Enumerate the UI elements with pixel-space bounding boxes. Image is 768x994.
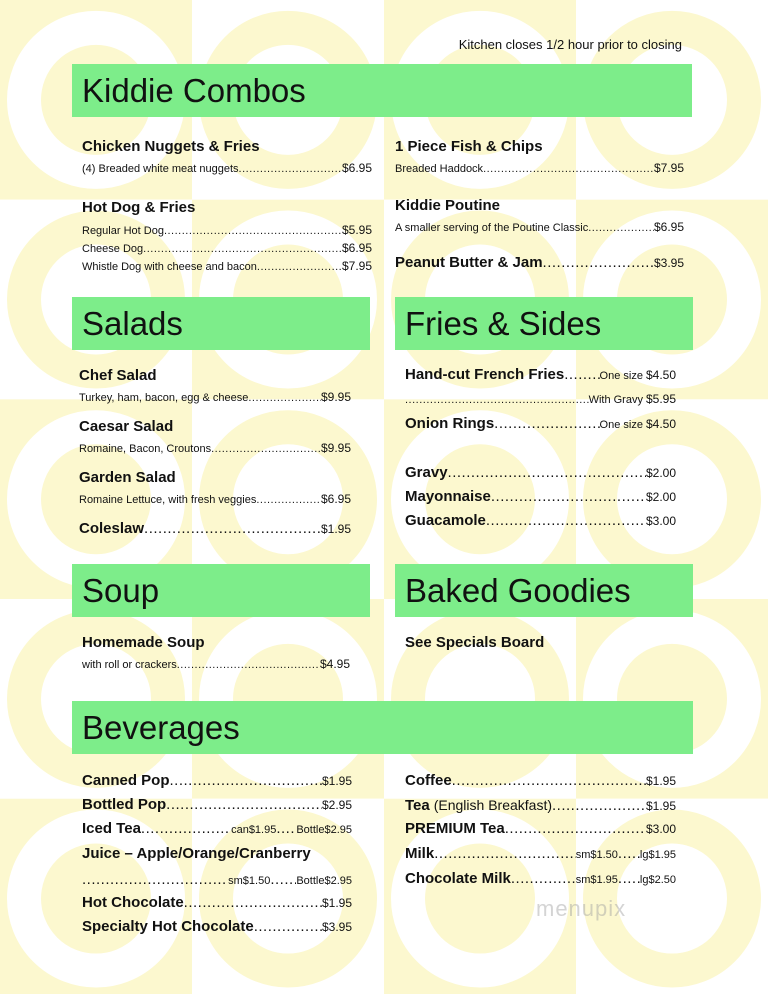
section-header-kiddie-combos: Kiddie Combos	[72, 64, 692, 117]
leader-dots	[543, 254, 654, 272]
item-name: Chicken Nuggets & Fries	[82, 138, 260, 155]
leader-dots	[276, 820, 296, 838]
leader-dots	[170, 772, 322, 790]
item-price: $2.00	[645, 490, 676, 504]
menu-item-tea	[405, 796, 676, 815]
leader-dots	[177, 657, 320, 674]
price-row	[405, 415, 676, 434]
leader-dots	[144, 520, 321, 538]
item-price: $5.95	[341, 223, 372, 237]
leader-dots	[483, 161, 654, 178]
item-price: $1.95	[645, 774, 676, 788]
menu-item-caesar-salad	[79, 418, 351, 458]
item-name: Coleslaw	[79, 520, 145, 537]
price-row	[82, 656, 350, 674]
leader-dots	[552, 797, 646, 815]
item-price: $4.50	[645, 417, 676, 431]
item-name: Peanut Butter & Jam	[395, 254, 543, 271]
leader-dots	[211, 441, 321, 458]
menu-item-bottled-pop	[82, 796, 352, 814]
price-row	[405, 845, 676, 864]
price-row	[79, 491, 351, 509]
item-name: Milk	[405, 845, 435, 862]
price-row	[82, 796, 352, 814]
menupix-watermark: menupix	[536, 896, 627, 921]
menu-item-homemade-soup	[82, 634, 350, 674]
large-price: lg$1.95	[639, 849, 676, 861]
item-price: $2.95	[321, 798, 352, 812]
price-row	[405, 772, 676, 790]
item-name: Tea	[405, 797, 430, 814]
leader-dots	[494, 415, 599, 433]
item-price: $3.95	[653, 256, 684, 270]
item-description: (4) Breaded white meat nuggets	[82, 163, 239, 175]
item-name: Mayonnaise	[405, 488, 491, 505]
item-description: with roll or crackers	[82, 659, 177, 671]
item-name: Onion Rings	[405, 415, 495, 432]
item-description: Romaine, Bacon, Croutons	[79, 443, 212, 455]
item-name: Canned Pop	[82, 772, 170, 789]
leader-dots	[184, 894, 322, 912]
price-row	[79, 440, 351, 458]
menu-item-guacamole	[405, 512, 676, 530]
leader-dots	[491, 488, 646, 506]
price-row	[405, 820, 676, 838]
item-name: Gravy	[405, 464, 448, 481]
leader-dots	[254, 918, 322, 936]
menu-item-coleslaw	[79, 520, 351, 538]
price-row	[395, 219, 684, 237]
menu-item-iced-tea	[82, 820, 352, 839]
leader-dots	[164, 223, 342, 240]
item-price: $9.95	[320, 441, 351, 455]
leader-dots	[256, 492, 321, 509]
leader-dots	[270, 871, 296, 889]
item-name: Coffee	[405, 772, 452, 789]
item-name: Homemade Soup	[82, 634, 205, 651]
price-row	[395, 160, 684, 178]
item-name: Caesar Salad	[79, 418, 174, 435]
item-price: $3.95	[321, 920, 352, 934]
price-row	[405, 366, 676, 385]
item-price: $7.95	[341, 259, 372, 273]
item-name: PREMIUM Tea	[405, 820, 505, 837]
can-price: can$1.95	[231, 824, 277, 836]
item-name: Hand-cut French Fries	[405, 366, 565, 383]
price-row	[405, 512, 676, 530]
menu-item-hot-chocolate	[82, 894, 352, 912]
item-option: Cheese Dog	[82, 243, 144, 255]
item-option: Whistle Dog with cheese and bacon	[82, 261, 257, 273]
leader-dots	[434, 845, 576, 863]
menu-item-gravy	[405, 464, 676, 482]
leader-dots	[452, 772, 646, 790]
menu-item-chicken-nuggets	[82, 138, 372, 178]
price-row	[82, 871, 352, 890]
item-description: Breaded Haddock	[395, 163, 484, 175]
menu-item-chef-salad	[79, 367, 351, 407]
item-name: Guacamole	[405, 512, 486, 529]
size-label: One size	[599, 370, 643, 382]
item-name: Chocolate Milk	[405, 870, 511, 887]
item-price: $1.95	[320, 522, 351, 536]
small-price: sm$1.50	[228, 875, 271, 887]
item-name: Kiddie Poutine	[395, 197, 500, 214]
menu-item-chocolate-milk	[405, 870, 676, 889]
item-price: $9.95	[320, 390, 351, 404]
leader-dots	[588, 220, 654, 237]
menu-item-specialty-hot-chocolate	[82, 918, 352, 936]
item-subtitle: (English Breakfast)	[433, 797, 553, 813]
item-price: $4.95	[319, 657, 350, 671]
price-row	[79, 389, 351, 407]
small-price: sm$1.95	[575, 874, 618, 886]
leader-dots	[82, 871, 228, 889]
leader-dots	[239, 161, 342, 178]
menu-item-juice	[82, 845, 352, 890]
menu-item-garden-salad	[79, 469, 351, 509]
leader-dots	[618, 870, 640, 888]
specials-board-note: See Specials Board	[405, 634, 545, 651]
price-row	[82, 222, 372, 240]
price-row	[405, 488, 676, 506]
section-header-salads: Salads	[72, 297, 370, 350]
menu-item-mayonnaise	[405, 488, 676, 506]
item-name: Chef Salad	[79, 367, 157, 384]
item-price: $2.00	[645, 466, 676, 480]
item-name: Hot Dog & Fries	[82, 199, 196, 216]
price-row	[405, 796, 676, 815]
menu-item-premium-tea	[405, 820, 676, 838]
gravy-label: With Gravy	[588, 394, 643, 406]
price-row	[405, 870, 676, 889]
item-description: Romaine Lettuce, with fresh veggies	[79, 494, 257, 506]
price-row	[82, 820, 352, 839]
item-price: $6.95	[341, 241, 372, 255]
item-price: $3.00	[645, 514, 676, 528]
item-price: $6.95	[341, 161, 372, 175]
leader-dots	[511, 870, 576, 888]
section-header-beverages: Beverages	[72, 701, 693, 754]
leader-dots	[405, 392, 589, 409]
item-name: 1 Piece Fish & Chips	[395, 138, 543, 155]
size-label: One size	[599, 419, 643, 431]
large-price: lg$2.50	[639, 874, 676, 886]
leader-dots	[486, 512, 646, 530]
item-price: $1.95	[321, 896, 352, 910]
menu-item-french-fries	[405, 366, 676, 409]
item-name: Hot Chocolate	[82, 894, 184, 911]
price-row	[82, 772, 352, 790]
item-description: A smaller serving of the Poutine Classic	[395, 222, 589, 234]
leader-dots	[448, 464, 646, 482]
price-row	[405, 464, 676, 482]
leader-dots	[505, 820, 646, 838]
item-price: $6.95	[320, 492, 351, 506]
item-name: Garden Salad	[79, 469, 176, 486]
item-price: $6.95	[653, 220, 684, 234]
price-row	[82, 894, 352, 912]
leader-dots	[564, 366, 599, 384]
price-row	[395, 254, 684, 272]
section-header-baked-goodies: Baked Goodies	[395, 564, 693, 617]
leader-dots	[248, 390, 321, 407]
price-row	[82, 258, 372, 276]
section-header-fries-sides: Fries & Sides	[395, 297, 693, 350]
kitchen-note: Kitchen closes 1/2 hour prior to closing	[458, 37, 682, 52]
item-name: Iced Tea	[82, 820, 141, 837]
price-row	[82, 240, 372, 258]
item-name: Bottled Pop	[82, 796, 167, 813]
menu-item-canned-pop	[82, 772, 352, 790]
menu-item-peanut-butter-jam	[395, 254, 684, 272]
price-row	[82, 918, 352, 936]
menu-item-onion-rings	[405, 415, 676, 434]
item-price: $1.95	[321, 774, 352, 788]
item-price: $7.95	[653, 161, 684, 175]
menu-item-hot-dog	[82, 199, 372, 276]
leader-dots	[143, 241, 342, 258]
menu-item-kiddie-poutine	[395, 197, 684, 237]
leader-dots	[141, 820, 231, 838]
item-name: Juice – Apple/Orange/Cranberry	[82, 845, 311, 862]
leader-dots	[618, 845, 640, 863]
section-header-soup: Soup	[72, 564, 370, 617]
menu-item-coffee	[405, 772, 676, 790]
menu-item-fish-chips	[395, 138, 684, 178]
item-option: Regular Hot Dog	[82, 225, 164, 237]
price-row	[82, 160, 372, 178]
price-row	[79, 520, 351, 538]
price-row	[405, 391, 676, 409]
bottle-price: Bottle$2.95	[296, 875, 352, 887]
item-price: $3.00	[645, 822, 676, 836]
leader-dots	[257, 259, 342, 276]
item-name: Specialty Hot Chocolate	[82, 918, 254, 935]
item-price: $5.95	[645, 392, 676, 406]
small-price: sm$1.50	[575, 849, 618, 861]
item-price: $1.95	[645, 799, 676, 813]
item-description: Turkey, ham, bacon, egg & cheese	[79, 392, 249, 404]
menu-item-milk	[405, 845, 676, 864]
item-price: $4.50	[645, 368, 676, 382]
leader-dots	[166, 796, 322, 814]
bottle-price: Bottle$2.95	[296, 824, 352, 836]
